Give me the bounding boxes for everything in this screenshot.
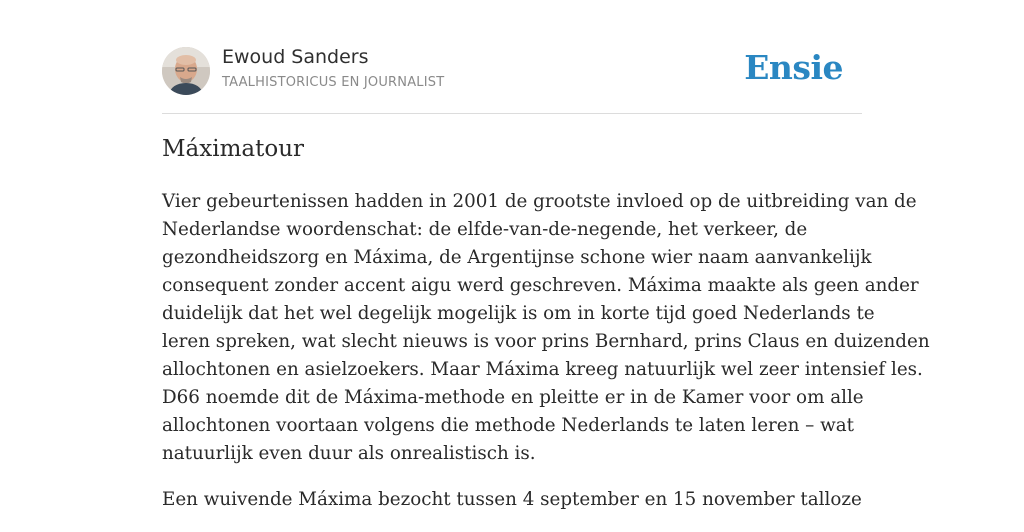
author-role: TAALHISTORICUS EN JOURNALIST [222, 75, 445, 90]
text-line: allochtonen voortaan volgens die methode Nederlands te laten leren – wat [162, 415, 855, 436]
text-line: allochtonen en asielzoekers. Maar Máxima kreeg natuurlijk wel zeer intensief les. [162, 359, 923, 380]
text-line: gezondheidszorg en Máxima, de Argentijnse schone wier naam aanvankelijk [162, 247, 872, 268]
avatar-portrait-icon [162, 47, 210, 95]
text-line: Nederlandse woordenschat: de elfde-van-de-negende, het verkeer, de [162, 219, 808, 240]
paragraph [162, 188, 930, 468]
paragraph [162, 486, 862, 514]
text-line: consequent zonder accent aigu werd geschreven. Máxima maakte als geen ander [162, 275, 919, 296]
ensie-logo[interactable]: Ensie [744, 48, 843, 87]
author-name[interactable]: Ewoud Sanders [222, 46, 369, 68]
text-line: natuurlijk even duur als onrealistisch is. [162, 443, 536, 464]
text-line: Vier gebeurtenissen hadden in 2001 de grootste invloed op de uitbreiding van de [162, 191, 917, 212]
article-body [162, 188, 930, 532]
author-header [162, 0, 862, 114]
text-line: duidelijk dat het wel degelijk mogelijk is om in korte tijd goed Nederlands te [162, 303, 875, 324]
text-line: leren spreken, wat slecht nieuws is voor prins Bernhard, prins Claus en duizenden [162, 331, 930, 352]
text-line: Een wuivende Máxima bezocht tussen 4 september en 15 november talloze [162, 489, 862, 510]
text-line: D66 noemde dit de Máxima-methode en pleitte er in de Kamer voor om alle [162, 387, 864, 408]
article-title: Máximatour [162, 136, 305, 162]
author-avatar[interactable] [162, 47, 210, 95]
article-container [162, 0, 930, 510]
